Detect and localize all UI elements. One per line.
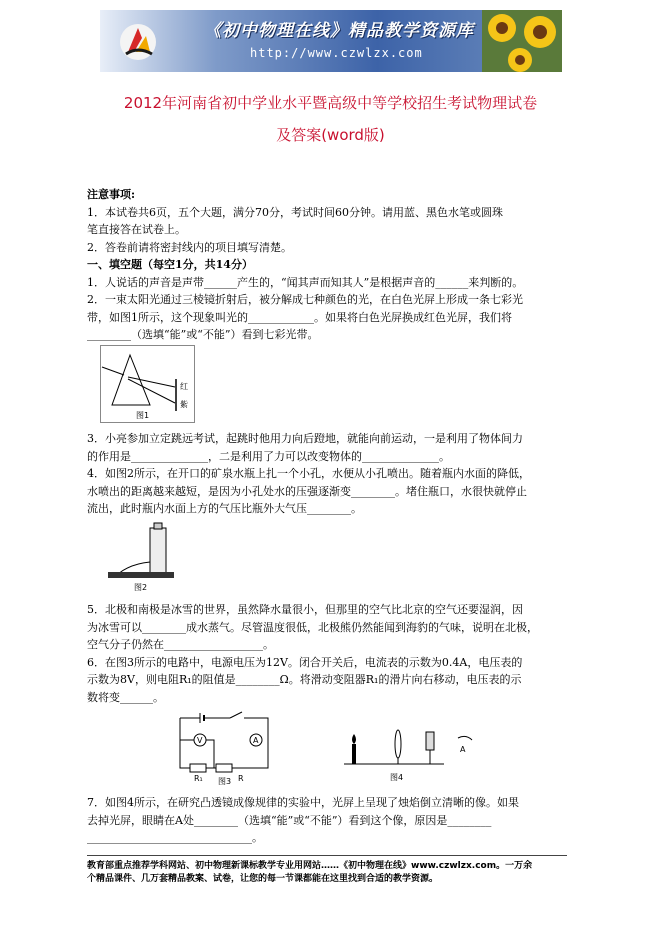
footer — [87, 860, 567, 886]
question-line: 的作用是______________，二是利用了力可以改变物体的______________。 — [87, 449, 450, 463]
eye-position-label: A — [460, 745, 466, 754]
question-line: 流出，此时瓶内水面上方的气压比瓶外大气压________。 — [87, 502, 362, 515]
question-line: ______________________________。 — [87, 831, 263, 844]
questions-5-6 — [87, 601, 567, 706]
figure-4-lens-setup — [340, 722, 480, 784]
resistor-r1-label: R₁ — [194, 774, 203, 783]
figure-1-prism — [100, 345, 195, 423]
voltmeter-label: V — [197, 736, 203, 745]
question-line: 7．如图4所示，在研究凸透镜成像规律的实验中，光屏上呈现了烛焰倒立清晰的像。如果 — [87, 796, 519, 809]
notice-item: 笔直接答在试卷上。 — [87, 223, 186, 236]
question-line: 空气分子仍然在__________________。 — [87, 638, 274, 651]
question-line: 6．在图3所示的电路中，电源电压为12V。闭合开关后，电流表的示数为0.4A，电压表的 — [87, 655, 523, 669]
section-heading: 一、填空题（每空1分，共14分） — [87, 258, 253, 271]
header-banner — [100, 10, 562, 72]
question-line: 为冰雪可以________成水蒸气。尽管温度很低，北极熊仍然能闻到海豹的气味，说明在北极， — [87, 620, 538, 634]
question-line: ________（选填“能”或“不能”）看到七彩光带。 — [87, 328, 319, 341]
question-line: 去掉光屏，眼睛在A处________（选填“能”或“不能”）看到这个像，原因是________ — [87, 813, 492, 827]
question-line: 带，如图1所示，这个现象叫光的____________。如果将白色光屏换成红色光屏，我们将 — [87, 310, 512, 324]
notice-heading: 注意事项: — [87, 188, 136, 201]
question-7 — [87, 794, 567, 847]
question-line: 2．一束太阳光通过三棱镜折射后，被分解成七种颜色的光，在白色光屏上形成一条七彩光 — [87, 293, 523, 306]
question-line: 水喷出的距离越来越短，是因为小孔处水的压强逐渐变________。堵住瓶口，水很快就停止 — [87, 484, 527, 498]
footer-line: 个精品课件、几万套精品教案、试卷，让您的每一节课都能在这里找到合适的教学资源。 — [87, 874, 439, 884]
figure-1-purple-label: 紫 — [180, 400, 188, 409]
questions-3-4 — [87, 430, 567, 518]
figure-2-bottle — [100, 522, 182, 594]
question-line: 示数为8V，则电阻R₁的阻值是________Ω。将滑动变阻器R₁的滑片向右移动，电压表的示 — [87, 673, 522, 686]
question-line: 3．小亮参加立定跳远考试，起跳时他用力向后蹬地，就能向前运动，一是利用了物体间力 — [87, 432, 523, 445]
question-line: 5．北极和南极是冰雪的世界，虽然降水量很小，但那里的空气比北京的空气还要湿润，因 — [87, 603, 523, 616]
footer-divider — [87, 855, 567, 856]
document-title-line1: 2012年河南省初中学业水平暨高级中等学校招生考试物理试卷 — [123, 94, 538, 112]
figure-4-caption: 图4 — [390, 773, 404, 782]
figure-2-caption: 图2 — [134, 583, 148, 592]
figure-3-circuit — [170, 710, 275, 785]
figure-1-red-label: 红 — [180, 382, 188, 391]
logo-icon — [118, 22, 158, 62]
exam-content — [87, 186, 567, 344]
ammeter-label: A — [253, 736, 259, 745]
question-line: 4．如图2所示，在开口的矿泉水瓶上扎一个小孔，水便从小孔喷出。随着瓶内水面的降低， — [87, 467, 530, 480]
resistor-r-label: R — [238, 774, 244, 783]
document-title-line2: 及答案(word版) — [276, 126, 385, 144]
banner-title: 《初中物理在线》精品教学资源库 — [204, 21, 474, 41]
question-line: 1．人说话的声音是声带______产生的，“闻其声而知其人”是根据声音的______来判断的。 — [87, 275, 524, 289]
figure-1-caption: 图1 — [136, 411, 150, 420]
question-line: 数将变______。 — [87, 690, 164, 704]
notice-item: 1．本试卷共6页，五个大题，满分70分，考试时间60分钟。请用蓝、黑色水笔或圆珠 — [87, 205, 503, 219]
footer-line: 教育部重点推荐学科网站、初中物理新课标教学专业用网站……《初中物理在线》www.czwlzx.com。一万余 — [87, 861, 533, 871]
notice-item: 2．答卷前请将密封线内的项目填写清楚。 — [87, 240, 292, 254]
banner-url[interactable]: http://www.czwlzx.com — [250, 46, 423, 60]
sunflower-icon — [482, 10, 562, 72]
figure-3-caption: 图3 — [218, 777, 232, 785]
